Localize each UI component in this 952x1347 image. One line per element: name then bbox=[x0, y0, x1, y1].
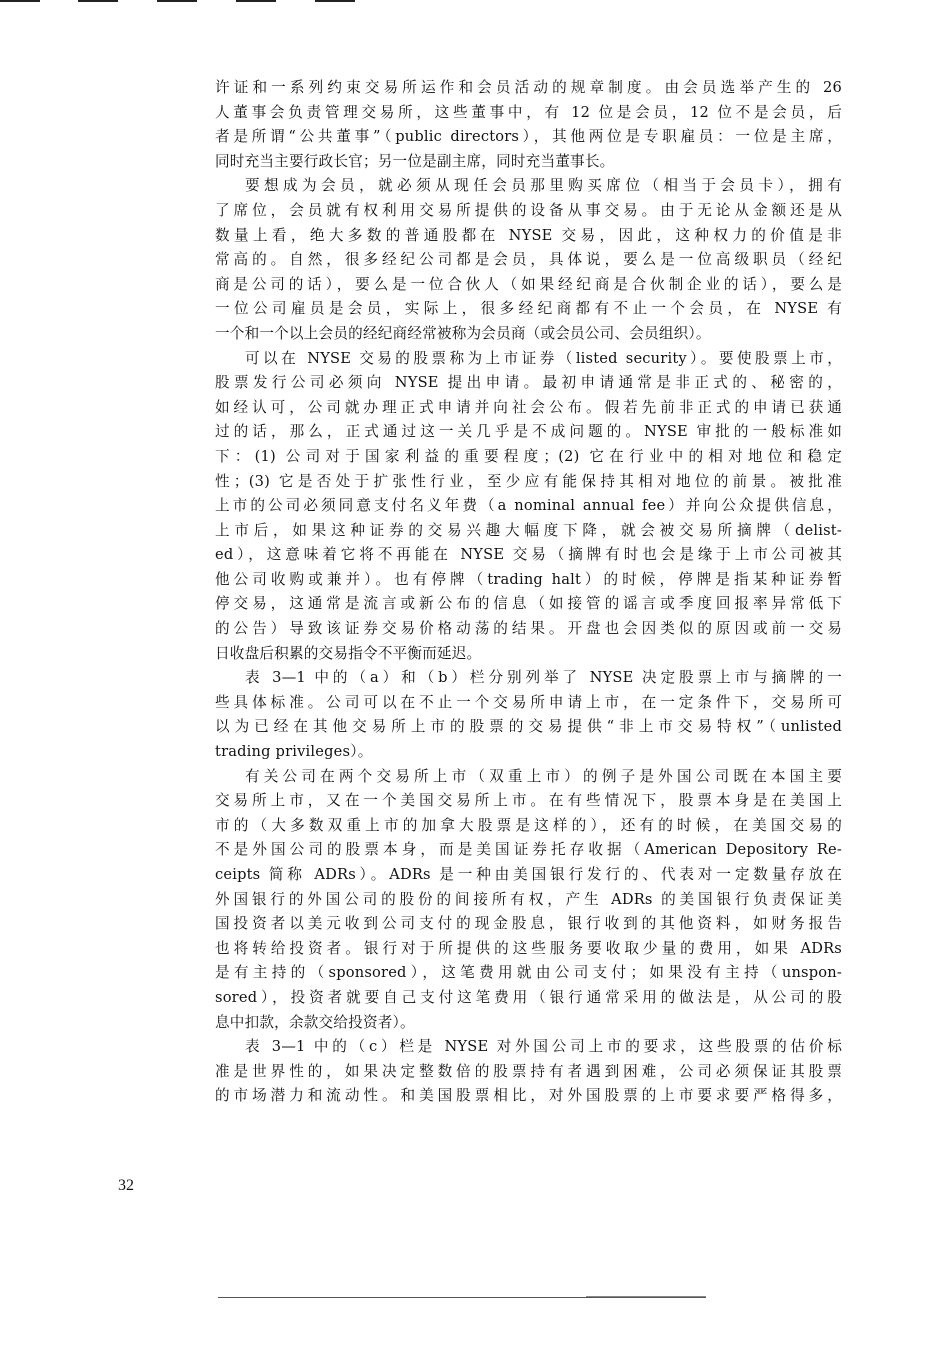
text-line: 上市后，如果这种证券的交易兴趣大幅度下降，就会被交易所摘牌（delist- bbox=[215, 521, 842, 539]
text-line: 表 3—1 中的（a）和（b）栏分别列举了 NYSE 决定股票上市与摘牌的一 bbox=[245, 669, 842, 687]
text-line: ceipts 简称 ADRs）。ADRs 是一种由美国银行发行的、代表对一定数量存放在 bbox=[215, 866, 842, 883]
text-line: 不是外国公司的股票本身，而是美国证券托存收据（American Depository Re- bbox=[215, 841, 842, 859]
text-line: 商是公司的话），要么是一位合伙人（如果经纪商是合伙制企业的话），要么是 bbox=[215, 275, 842, 293]
text-line: 是有主持的（sponsored），这笔费用就由公司支付；如果没有主持（unspon- bbox=[215, 964, 842, 982]
text-line: 的市场潜力和流动性。和美国股票相比，对外国股票的上市要求要严格得多， bbox=[215, 1087, 842, 1105]
text-line: 下：(1) 公司对于国家利益的重要程度；(2) 它在行业中的相对地位和稳定 bbox=[215, 447, 842, 465]
text-line: 的公告）导致该证券交易价格动荡的结果。开盘也会因类似的原因或前一交易 bbox=[215, 620, 842, 638]
text-line: 常高的。自然，很多经纪公司都是会员，具体说，要么是一位高级职员（经纪 bbox=[215, 251, 842, 269]
text-line: 停交易，这通常是流言或新公布的信息（如接管的谣言或季度回报率异常低下 bbox=[215, 595, 842, 613]
body-text bbox=[215, 76, 842, 1109]
text-line: 同时充当主要行政长官；另一位是副主席，同时充当董事长。 bbox=[215, 152, 615, 170]
text-line: 了席位，会员就有权利用交易所提供的设备从事交易。由于无论从金额还是从 bbox=[215, 201, 842, 219]
bottom-scan-rule bbox=[218, 1297, 706, 1298]
text-line: 股票发行公司必须向 NYSE 提出申请。最初申请通常是非正式的、秘密的， bbox=[215, 374, 842, 392]
text-line: 要想成为会员，就必须从现任会员那里购买席位（相当于会员卡），拥有 bbox=[245, 177, 842, 195]
text-line: 者是所谓“公共董事”（public directors），其他两位是专职雇员：一位是主席， bbox=[215, 128, 842, 146]
text-line: 些具体标准。公司可以在不止一个交易所申请上市，在一定条件下，交易所可 bbox=[215, 693, 842, 711]
page-number: 32 bbox=[118, 1177, 134, 1194]
text-line: 可以在 NYSE 交易的股票称为上市证券（listed security）。要使股票上市， bbox=[245, 349, 842, 367]
text-line: 表 3—1 中的（c）栏是 NYSE 对外国公司上市的要求，这些股票的估价标 bbox=[245, 1038, 842, 1056]
text-line: 外国银行的外国公司的股份的间接所有权，产生 ADRs 的美国银行负责保证美 bbox=[215, 890, 842, 908]
text-line: 一位公司雇员是会员，实际上，很多经纪商都有不止一个会员，在 NYSE 有 bbox=[215, 300, 842, 318]
text-line: 人董事会负责管理交易所，这些董事中，有 12 位是会员，12 位不是会员，后 bbox=[215, 103, 842, 121]
text-line: 有关公司在两个交易所上市（双重上市）的例子是外国公司既在本国主要 bbox=[245, 767, 842, 785]
text-line: 也将转给投资者。银行对于所提供的这些服务要收取少量的费用，如果 ADRs bbox=[215, 939, 842, 957]
text-line: 过的话，那么，正式通过这一关几乎是不成问题的。NYSE 审批的一般标准如 bbox=[215, 423, 842, 441]
text-line: 市的（大多数双重上市的加拿大股票是这样的），还有的时候，在美国交易的 bbox=[215, 816, 842, 834]
text-line: 如经认可，公司就办理正式申请并向社会公布。假若先前非正式的申请已获通 bbox=[215, 398, 842, 416]
text-line: 上市的公司必须同意支付名义年费（a nominal annual fee）并向公众提供信息， bbox=[215, 497, 842, 515]
text-line: 国投资者以美元收到公司支付的现金股息，银行收到的其他资料，如财务报告 bbox=[215, 915, 842, 933]
text-line: 一个和一个以上会员的经纪商经常被称为会员商（或会员公司、会员组织）。 bbox=[215, 324, 711, 342]
text-line: 许证和一系列约束交易所运作和会员活动的规章制度。由会员选举产生的 26 bbox=[215, 79, 842, 96]
text-line: 以为已经在其他交易所上市的股票的交易提供“非上市交易特权”（unlisted bbox=[215, 718, 842, 736]
text-line: trading privileges）。 bbox=[215, 743, 373, 761]
text-line: ed），这意味着它将不再能在 NYSE 交易（摘牌有时也会是缘于上市公司被其 bbox=[215, 546, 842, 564]
text-line: 数量上看，绝大多数的普通股都在 NYSE 交易，因此，这种权力的价值是非 bbox=[215, 226, 842, 244]
text-line: sored），投资者就要自己支付这笔费用（银行通常采用的做法是，从公司的股 bbox=[215, 988, 842, 1006]
text-line: 息中扣款，余款交给投资者）。 bbox=[215, 1013, 415, 1031]
text-line: 准是世界性的，如果决定整数倍的股票持有者遇到困难，公司必须保证其股票 bbox=[215, 1062, 842, 1080]
text-line: 交易所上市，又在一个美国交易所上市。在有些情况下，股票本身是在美国上 bbox=[215, 792, 842, 810]
text-line: 他公司收购或兼并）。也有停牌（trading halt）的时候，停牌是指某种证券暂 bbox=[215, 570, 842, 588]
text-line: 性；(3) 它是否处于扩张性行业，至少应有能保持其相对地位的前景。被批准 bbox=[215, 472, 842, 490]
top-edge-rules bbox=[0, 0, 952, 4]
text-line: 日收盘后积累的交易指令不平衡而延迟。 bbox=[215, 644, 482, 662]
